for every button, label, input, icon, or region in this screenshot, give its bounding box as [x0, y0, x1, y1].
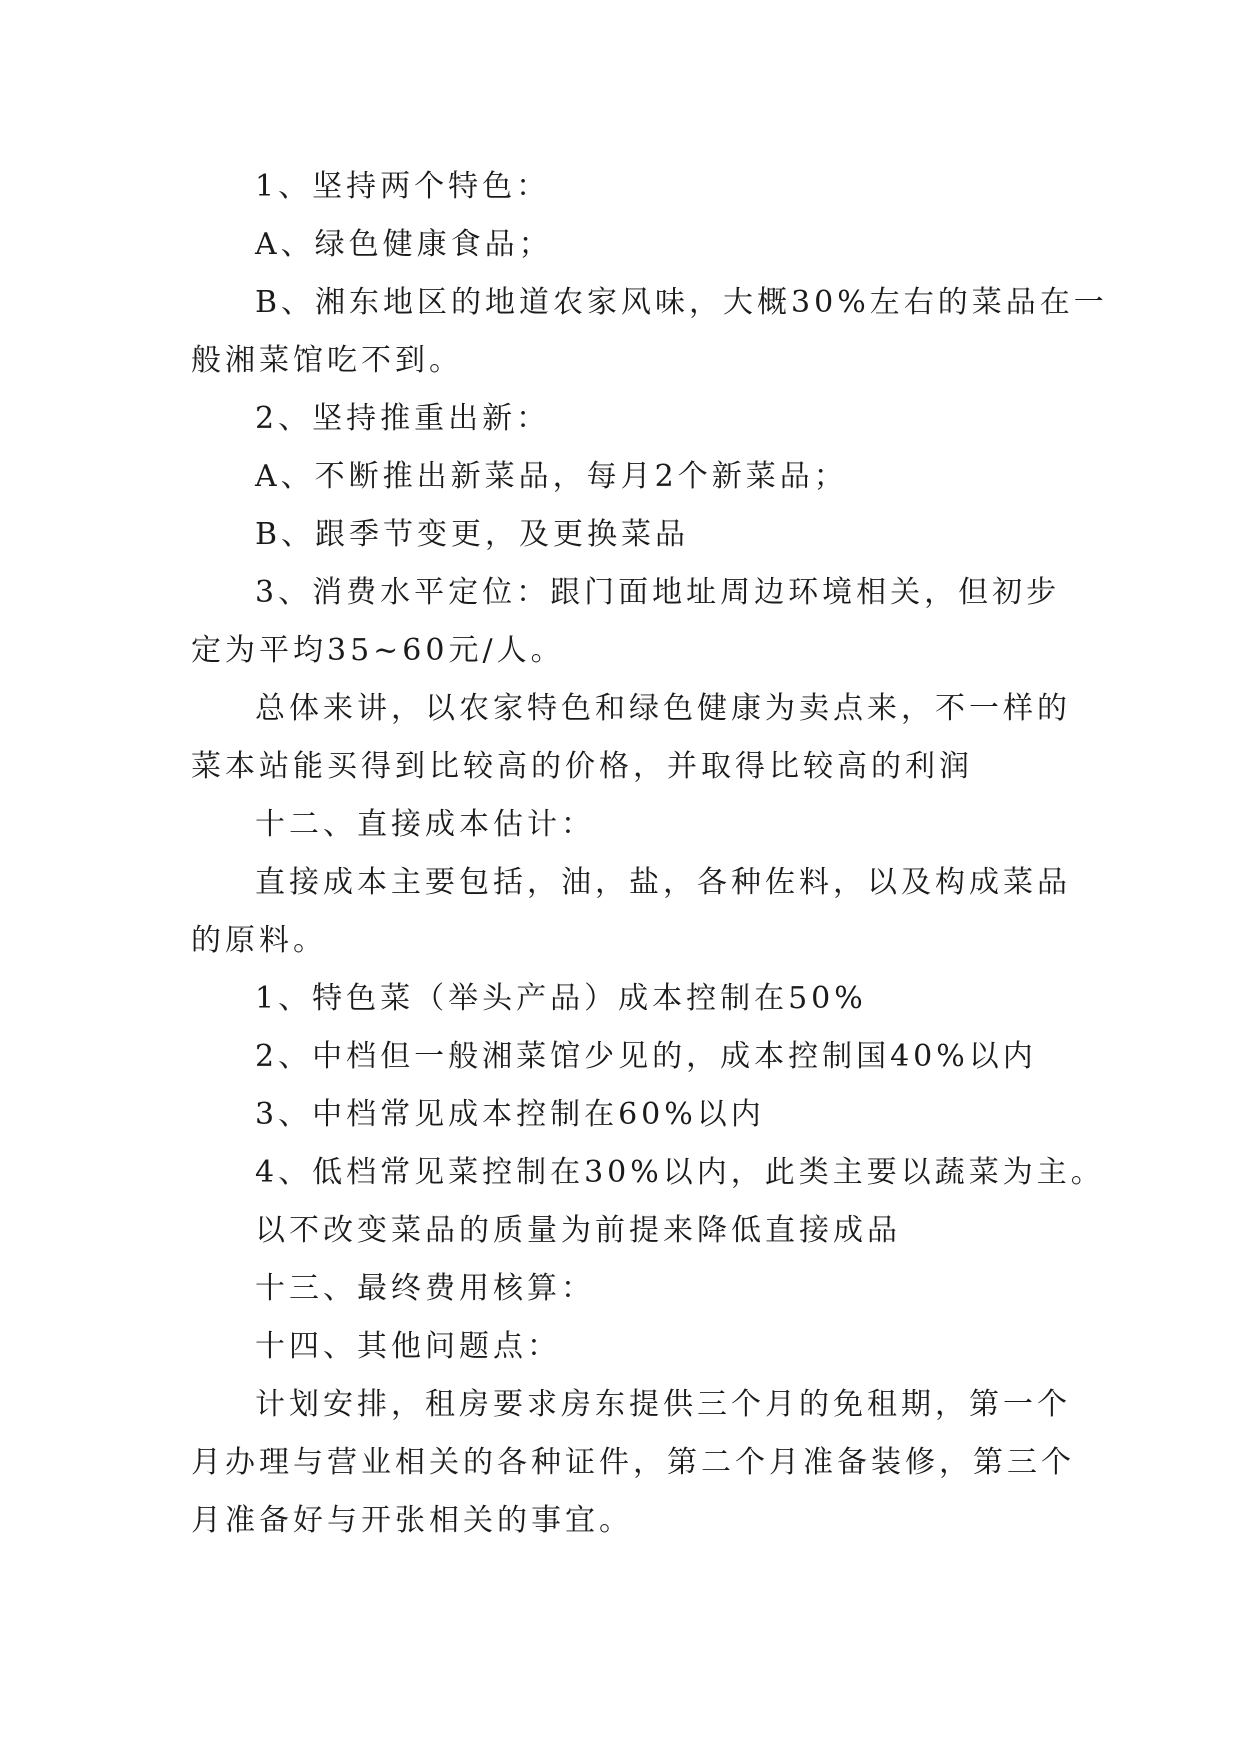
paragraph-line: B、湘东地区的地道农家风味，大概30%左右的菜品在一 [255, 285, 1108, 320]
paragraph-line: 2、坚持推重出新： [255, 401, 551, 436]
paragraph-cost-principle [191, 1202, 1071, 1260]
paragraph-line: 计划安排，租房要求房东提供三个月的免租期，第一个 [255, 1387, 1071, 1422]
document-body [191, 158, 1108, 1550]
paragraph-line: A、不断推出新菜品，每月2个新菜品； [255, 459, 848, 494]
paragraph-cost-mid-common [191, 1086, 1071, 1144]
paragraph-line: 十四、其他问题点： [255, 1329, 561, 1364]
paragraph-line: 月办理与营业相关的各种证件，第二个月准备装修，第三个 [191, 1445, 1075, 1480]
section-heading-direct-cost [191, 796, 1071, 854]
paragraph-line: 1、坚持两个特色： [255, 169, 551, 204]
paragraph-cost-low [191, 1144, 1105, 1202]
paragraph-line: 十二、直接成本估计： [255, 807, 595, 842]
paragraph-line: A、绿色健康食品； [255, 227, 553, 262]
paragraph-price-positioning [191, 564, 1071, 680]
paragraph-line: 3、中档常见成本控制在60%以内 [255, 1097, 765, 1132]
paragraph-innovation-heading [191, 390, 1071, 448]
paragraph-line: 3、消费水平定位：跟门面地址周边环境相关，但初步 [255, 575, 1061, 610]
paragraph-line: 般湘菜馆吃不到。 [191, 343, 463, 378]
paragraph-overall-summary [191, 680, 1071, 796]
paragraph-line: 的原料。 [191, 923, 327, 958]
section-heading-final-accounting [191, 1260, 1071, 1318]
paragraph-line: 4、低档常见菜控制在30%以内，此类主要以蔬菜为主。 [255, 1155, 1105, 1190]
paragraph-line: 直接成本主要包括，油，盐，各种佐料，以及构成菜品 [255, 865, 1071, 900]
paragraph-line: 月准备好与开张相关的事宜。 [191, 1503, 633, 1538]
paragraph-green-health-food [191, 216, 1071, 274]
paragraph-seasonal-change [191, 506, 1071, 564]
paragraph-line: B、跟季节变更，及更换菜品 [255, 517, 690, 552]
paragraph-line: 菜本站能买得到比较高的价格，并取得比较高的利润 [191, 749, 973, 784]
paragraph-cost-mid-rare [191, 1028, 1071, 1086]
paragraph-new-dishes [191, 448, 1071, 506]
paragraph-cost-specialty [191, 970, 1071, 1028]
paragraph-line: 十三、最终费用核算： [255, 1271, 595, 1306]
paragraph-direct-cost-definition [191, 854, 1071, 970]
paragraph-xiangdong-flavor [191, 274, 1108, 390]
paragraph-feature-heading [191, 158, 1071, 216]
paragraph-line: 以不改变菜品的质量为前提来降低直接成品 [255, 1213, 901, 1248]
paragraph-line: 总体来讲，以农家特色和绿色健康为卖点来，不一样的 [255, 691, 1071, 726]
section-heading-other-issues [191, 1318, 1071, 1376]
paragraph-line: 1、特色菜（举头产品）成本控制在50% [255, 981, 867, 1016]
paragraph-line: 定为平均35~60元/人。 [191, 633, 565, 668]
paragraph-line: 2、中档但一般湘菜馆少见的，成本控制国40%以内 [255, 1039, 1037, 1074]
paragraph-schedule-plan [191, 1376, 1075, 1550]
